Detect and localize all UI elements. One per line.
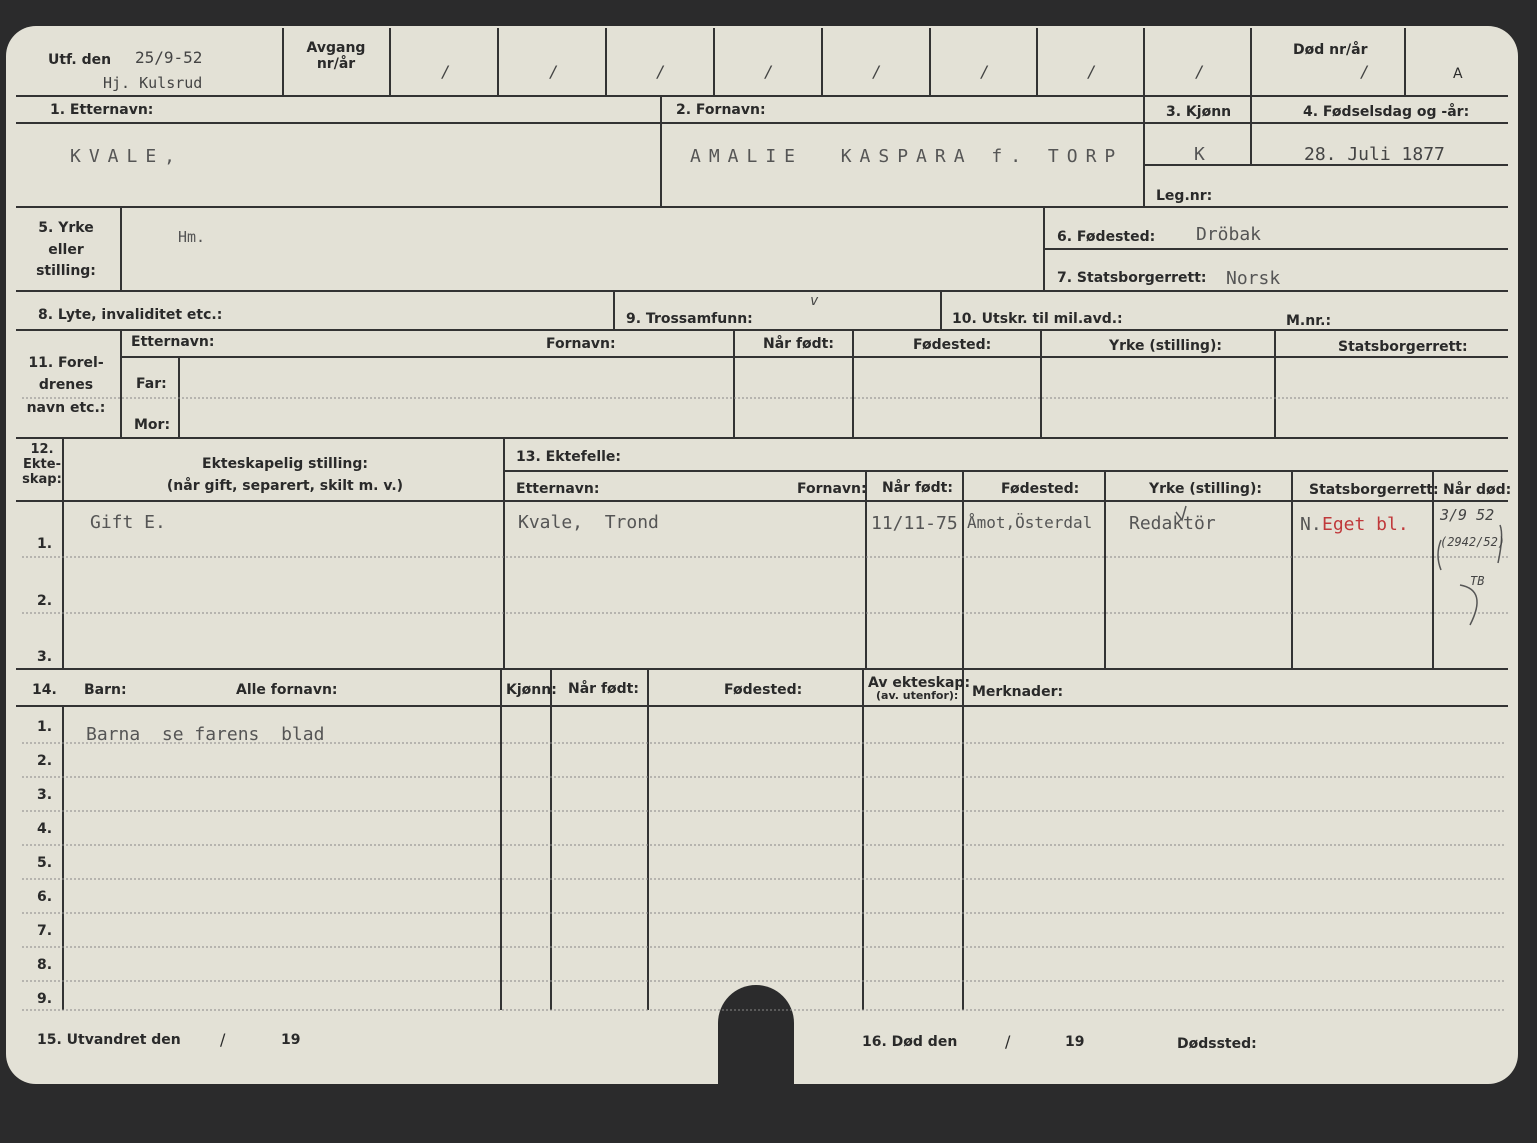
child-fodt-label: Når født: <box>568 681 639 697</box>
utf-den-label: Utf. den <box>48 52 112 68</box>
spouse-fodested: Åmot,Österdal <box>967 513 1093 532</box>
children-entry: Barna se farens blad <box>86 724 325 745</box>
slash-5: / <box>872 62 882 81</box>
yrke-value: Hm. <box>178 228 206 246</box>
slash-2: / <box>549 62 559 81</box>
ektefelle-label: 13. Ektefelle: <box>516 449 622 465</box>
marriage-row-2: 2. <box>37 593 53 609</box>
spouse-dod: 3/9 52 <box>1440 506 1495 524</box>
stilling-header: Ekteskapelig stilling: (når gift, separert, skilt m. v.) <box>166 456 404 495</box>
child-row-2: 2. <box>37 753 53 769</box>
child-row-4: 4. <box>37 821 53 837</box>
dodssted-label: Dødssted: <box>1177 1036 1257 1052</box>
spouse-col-statsborger: Statsborgerrett: <box>1309 482 1439 498</box>
parents-col-etternavn: Etternavn: <box>131 334 215 350</box>
slash-8: / <box>1195 62 1205 81</box>
yrke-label: 5. Yrke eller stilling: <box>36 220 96 280</box>
child-ekteskap-label: Av ekteskap: <box>868 675 971 691</box>
spouse-col-fodt: Når født: <box>882 480 953 496</box>
spouse-name: Kvale, Trond <box>518 512 659 533</box>
lyte-label: 8. Lyte, invaliditet etc.: <box>38 307 223 323</box>
marriage-row-3: 3. <box>37 649 53 665</box>
parents-col-yrke: Yrke (stilling): <box>1109 338 1222 354</box>
fornavn-label: 2. Fornavn: <box>676 102 766 118</box>
slash-6: / <box>980 62 990 81</box>
mor-label: Mor: <box>134 417 171 433</box>
merknader-label: Merknader: <box>972 684 1064 700</box>
child-row-7: 7. <box>37 923 53 939</box>
child-row-3: 3. <box>37 787 53 803</box>
spouse-col-etternavn: Etternavn: <box>516 481 600 497</box>
slash-7: / <box>1087 62 1097 81</box>
fodested-value: Dröbak <box>1196 224 1262 245</box>
child-row-6: 6. <box>37 889 53 905</box>
slash-3: / <box>656 62 666 81</box>
stilling-value: Gift E. <box>90 512 166 533</box>
child-kjonn-label: Kjønn: <box>506 682 557 698</box>
etternavn-value: KVALE, <box>70 146 184 167</box>
avgang-label: Avgang nr/år <box>306 40 366 73</box>
dod-nr-value: A <box>1453 66 1463 82</box>
fornavn-value: AMALIE KASPARA f. TORP <box>690 146 1124 167</box>
statsborgerrett-value: Norsk <box>1226 268 1281 289</box>
child-fodested-label: Fødested: <box>724 682 803 698</box>
child-ekteskap-sub: (av. utenfor): <box>876 689 959 702</box>
spouse-statsborger-note: Eget bl. <box>1322 514 1409 535</box>
utf-signature: Hj. Kulsrud <box>103 74 203 92</box>
utskr-label: 10. Utskr. til mil.avd.: <box>952 311 1123 327</box>
fodselsdag-value: 28. Juli 1877 <box>1304 144 1445 165</box>
far-label: Far: <box>136 376 167 392</box>
statsborgerrett-label: 7. Statsborgerrett: <box>1057 270 1207 286</box>
utvandret-slash: / <box>220 1030 226 1049</box>
spouse-yrke: Redaktör <box>1129 513 1216 534</box>
etternavn-label: 1. Etternavn: <box>50 102 154 118</box>
legnr-label: Leg.nr: <box>1156 188 1213 204</box>
alle-fornavn-label: Alle fornavn: <box>236 682 338 698</box>
children-section-label: 14. <box>32 682 57 698</box>
parents-col-fodested: Fødested: <box>913 337 992 353</box>
kjonn-value: K <box>1194 144 1205 165</box>
kjonn-label: 3. Kjønn <box>1166 104 1232 120</box>
fodested-label: 6. Fødested: <box>1057 229 1156 245</box>
fodselsdag-label: 4. Fødselsdag og -år: <box>1303 104 1470 120</box>
parents-col-statsborger: Statsborgerrett: <box>1338 339 1468 355</box>
trossamfunn-mark: v <box>810 293 819 309</box>
marriage-row-1: 1. <box>37 536 53 552</box>
utvandret-label: 15. Utvandret den <box>37 1032 181 1048</box>
spouse-dod-note: (2942/52) <box>1440 535 1506 549</box>
mnr-label: M.nr.: <box>1286 313 1332 329</box>
dod-den-slash: / <box>1005 1032 1011 1051</box>
slash-4: / <box>764 62 774 81</box>
child-row-5: 5. <box>37 855 53 871</box>
spouse-col-fornavn: Fornavn: <box>797 481 867 497</box>
dod-nr-label: Død nr/år <box>1293 42 1368 58</box>
slash-1: / <box>441 62 451 81</box>
child-row-9: 9. <box>37 991 53 1007</box>
spouse-col-fodested: Fødested: <box>1001 481 1080 497</box>
spouse-col-dod: Når død: <box>1443 482 1512 498</box>
parents-col-fodt: Når født: <box>763 336 834 352</box>
marriage-section-label: 12. Ekte- skap: <box>22 442 62 487</box>
slash-9: / <box>1360 62 1370 81</box>
utvandret-year: 19 <box>281 1032 301 1048</box>
spouse-dod-initials: TB <box>1470 574 1485 588</box>
trossamfunn-label: 9. Trossamfunn: <box>626 311 753 327</box>
spouse-fodt: 11/11-75 <box>871 513 958 534</box>
parents-col-fornavn: Fornavn: <box>546 336 616 352</box>
parents-section-label: 11. Forel- drenes navn etc.: <box>26 355 106 416</box>
utf-den-value: 25/9-52 <box>135 48 203 67</box>
dod-den-label: 16. Død den <box>862 1034 958 1050</box>
barn-label: Barn: <box>84 682 127 698</box>
child-row-1: 1. <box>37 719 53 735</box>
spouse-statsborger: N. <box>1300 514 1322 535</box>
spouse-col-yrke: Yrke (stilling): <box>1149 481 1262 497</box>
child-row-8: 8. <box>37 957 53 973</box>
dod-den-year: 19 <box>1065 1034 1085 1050</box>
